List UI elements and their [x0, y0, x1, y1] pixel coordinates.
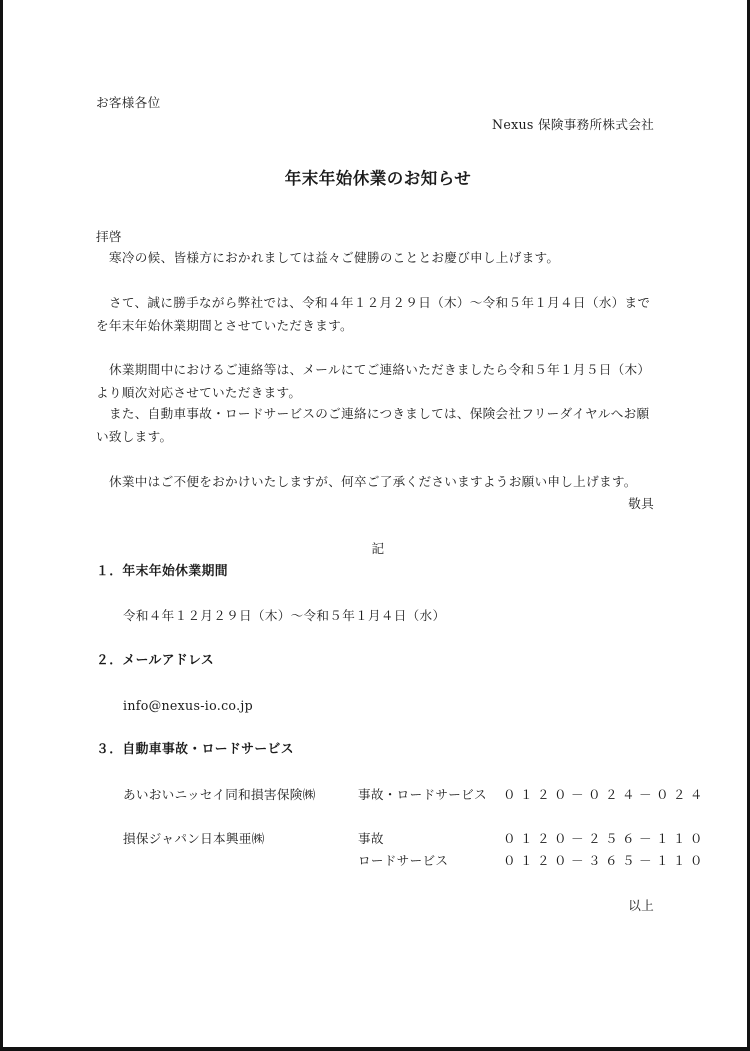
ki-marker: 記 [371, 541, 385, 556]
body-paragraph-4-line-2: い致します。 [96, 429, 173, 444]
salutation: 拝啓 [96, 229, 122, 244]
body-paragraph-3-line-2: より順次対応させていただきます。 [96, 385, 302, 400]
page-title: 年末年始休業のお知らせ [284, 169, 472, 188]
end-marker: 以上 [628, 898, 654, 913]
holiday-period: 令和４年１２月２９日（木）～令和５年１月４日（水） [123, 608, 446, 623]
body-paragraph-5: 休業中はご不便をおかけいたしますが、何卒ご了承くださいますようお願い申し上げます。 [109, 474, 637, 489]
sompo-company: 損保ジャパン日本興亜㈱ [123, 831, 265, 846]
sompo-service-road: ロードサービス [358, 853, 449, 868]
aioi-company: あいおいニッセイ同和損害保険㈱ [123, 787, 316, 802]
section-3-heading: ３．自動車事故・ロードサービス [96, 742, 294, 757]
aioi-phone: ０１２０－０２４－０２４ [503, 787, 707, 802]
closing-keigu: 敬具 [628, 496, 654, 511]
body-paragraph-2-line-1: さて、誠に勝手ながら弊社では、令和４年１２月２９日（木）～令和５年１月４日（水）まで [109, 295, 651, 310]
addressee: お客様各位 [96, 95, 161, 110]
sompo-phone-accident: ０１２０－２５６－１１０ [503, 831, 707, 846]
section-1-heading: １．年末年始休業期間 [96, 564, 228, 579]
sompo-service-accident: 事故 [358, 831, 384, 846]
sender-company: Nexus 保険事務所株式会社 [492, 117, 654, 132]
aioi-service: 事故・ロードサービス [358, 787, 487, 802]
section-2-heading: ２．メールアドレス [96, 653, 215, 668]
email-address: info@nexus-io.co.jp [123, 698, 253, 713]
body-paragraph-1: 寒冷の候、皆様方におかれましては益々ご健勝のこととお慶び申し上げます。 [109, 250, 560, 265]
sompo-phone-road: ０１２０－３６５－１１０ [503, 853, 707, 868]
body-paragraph-2-line-2: を年末年始休業期間とさせていただきます。 [96, 318, 353, 333]
body-paragraph-4-line-1: また、自動車事故・ロードサービスのご連絡につきましては、保険会社フリーダイヤルへお願 [109, 406, 650, 421]
body-paragraph-3-line-1: 休業期間中におけるご連絡等は、メールにてご連絡いただきましたら令和５年１月５日（木） [109, 362, 651, 377]
